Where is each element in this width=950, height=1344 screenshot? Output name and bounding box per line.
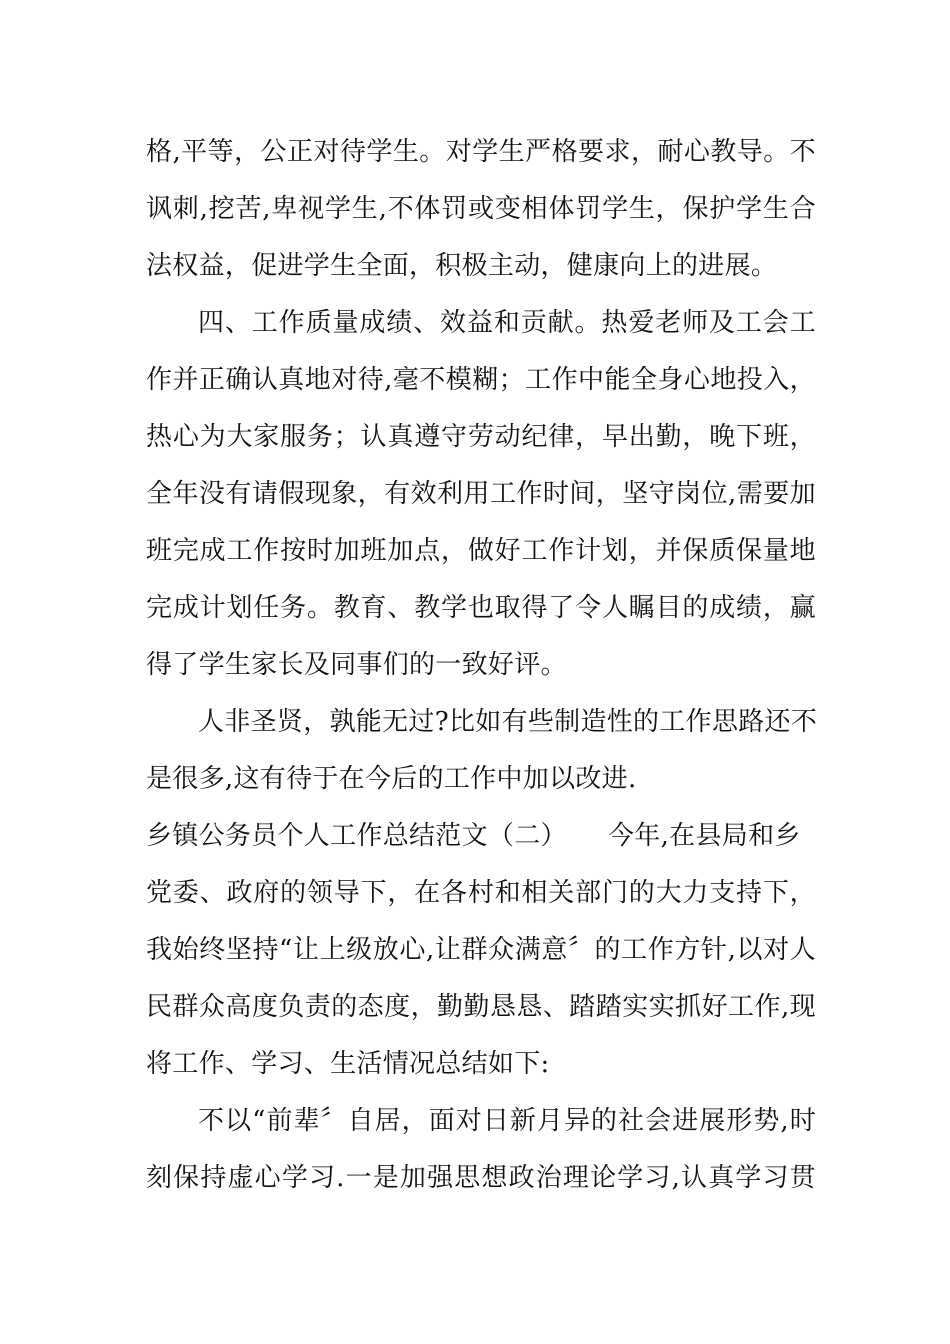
body-line: 讽刺,挖苦,卑视学生,不体罚或变相体罚学生，保护学生合 (146, 194, 816, 224)
body-line: 班完成工作按时加班加点，做好工作计划，并保质保量地 (146, 536, 816, 566)
section-title: 乡镇公务员个人工作总结范文（二） (146, 821, 567, 851)
body-line: 刻保持虚心学习.一是加强思想政治理论学习,认真学习贯 (146, 1163, 816, 1193)
body-line: 人非圣贤，孰能无过?比如有些制造性的工作思路还不 (198, 707, 818, 737)
body-line: 四、工作质量成绩、效益和贡献。热爱老师及工会工 (198, 308, 816, 338)
body-line: 民群众高度负责的态度，勤勤恳恳、踏踏实实抓好工作,现 (146, 992, 816, 1022)
body-line: 作并正确认真地对待,毫不模糊；工作中能全身心地投入， (146, 365, 816, 395)
body-line: 党委、政府的领导下，在各村和相关部门的大力支持下， (146, 878, 816, 908)
body-line: 不以“前辈〞自居，面对日新月异的社会进展形势,时 (198, 1106, 816, 1136)
body-line: 是很多,这有待于在今后的工作中加以改进. (146, 764, 637, 794)
section-lead-text: 今年,在县局和乡 (608, 821, 801, 851)
section-heading-line (146, 816, 816, 856)
body-line: 法权益，促进学生全面，积极主动，健康向上的进展。 (146, 251, 778, 281)
body-line: 热心为大家服务；认真遵守劳动纪律，早出勤，晚下班， (146, 422, 816, 452)
body-line: 格,平等，公正对待学生。对学生严格要求，耐心教导。不 (146, 137, 816, 167)
body-line: 全年没有请假现象，有效利用工作时间，坚守岗位,需要加 (146, 479, 816, 509)
body-line: 得了学生家长及同事们的一致好评。 (146, 650, 567, 680)
body-line: 将工作、学习、生活情况总结如下: (146, 1049, 550, 1079)
body-line: 我始终坚持“让上级放心,让群众满意〞的工作方针,以对人 (146, 935, 816, 965)
body-line: 完成计划任务。教育、教学也取得了令人瞩目的成绩，赢 (146, 593, 816, 623)
